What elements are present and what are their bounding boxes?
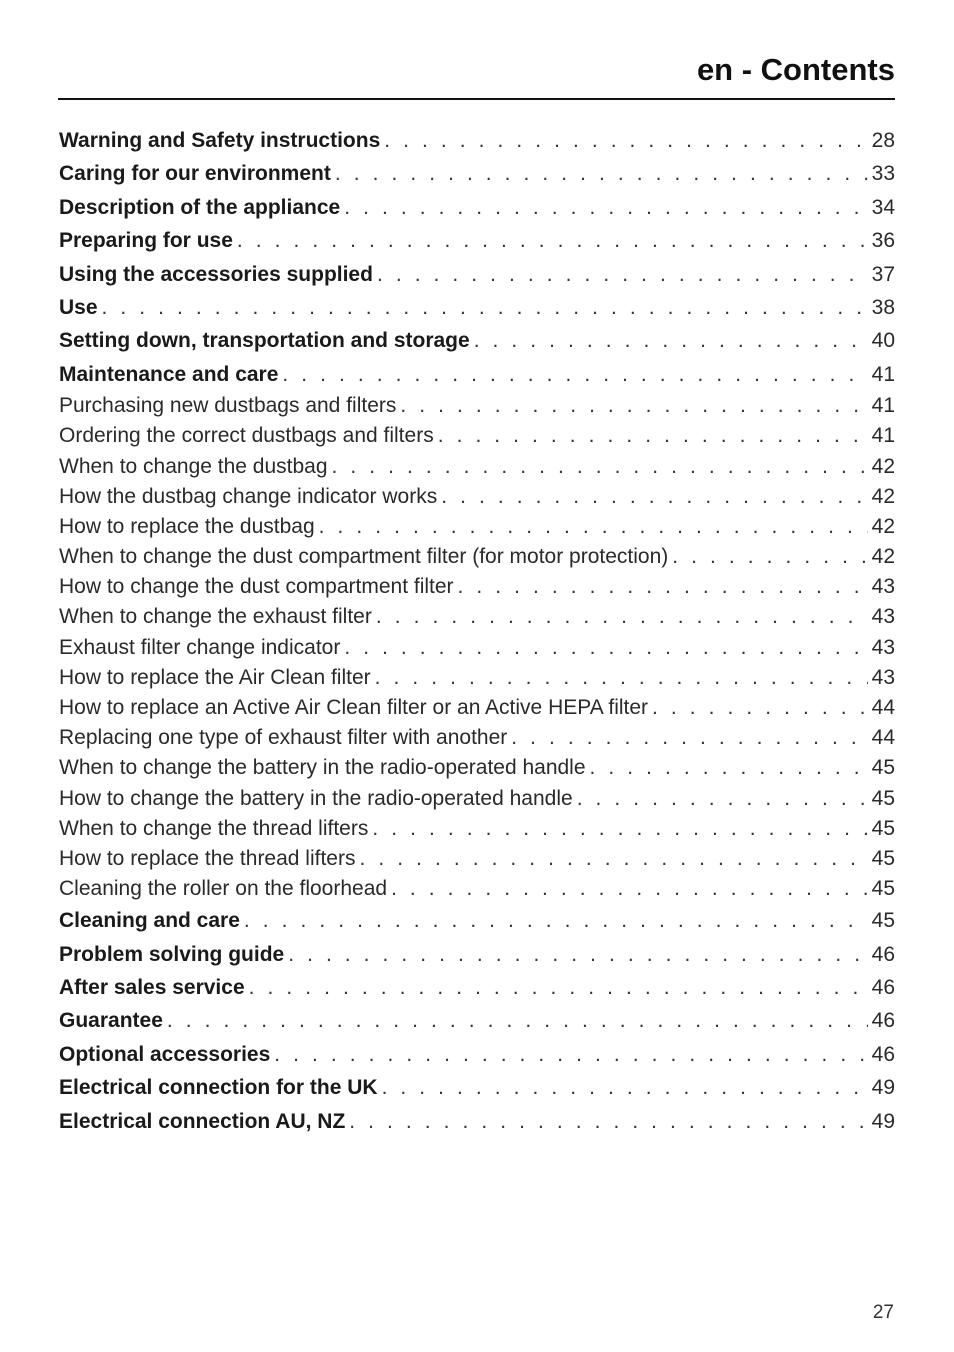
toc-page-number: 38	[871, 295, 895, 319]
toc-page-number: 45	[871, 877, 895, 901]
toc-entry[interactable]	[59, 814, 895, 844]
toc-dot-leader	[672, 542, 867, 572]
toc-page-number: 49	[871, 1109, 895, 1133]
toc-entry-title: How the dustbag change indicator works	[59, 484, 438, 508]
toc-page-number: 45	[871, 816, 895, 840]
toc-page-number: 42	[871, 514, 895, 538]
toc-page-number: 44	[871, 726, 895, 750]
toc-entry-title: Description of the appliance	[59, 195, 341, 219]
toc-entry[interactable]	[59, 1004, 895, 1037]
toc-dot-leader	[474, 324, 868, 357]
toc-page-number: 45	[871, 756, 895, 780]
toc-page-number: 43	[871, 635, 895, 659]
toc-dot-leader	[375, 663, 868, 693]
toc-entry-title: How to change the dust compartment filter	[59, 575, 454, 599]
toc-dot-leader	[377, 258, 868, 291]
toc-dot-leader	[441, 482, 867, 512]
toc-page-number: 49	[871, 1076, 895, 1100]
toc-entry-title: Exhaust filter change indicator	[59, 635, 341, 659]
toc-entry[interactable]	[59, 1038, 895, 1071]
toc-entry-title: Electrical connection for the UK	[59, 1076, 378, 1100]
toc-entry-title: How to replace the thread lifters	[59, 846, 356, 870]
toc-dot-leader	[102, 291, 868, 324]
toc-dot-leader	[458, 572, 868, 602]
toc-entry-title: Warning and Safety instructions	[59, 129, 381, 152]
toc-entry-title: When to change the exhaust filter	[59, 605, 372, 629]
toc-page-number: 46	[871, 1042, 895, 1066]
toc-page-number: 45	[871, 909, 895, 933]
toc-entry-title: Ordering the correct dustbags and filters	[59, 424, 434, 448]
page-title: en - Contents	[696, 52, 895, 87]
toc-entry[interactable]	[59, 157, 895, 190]
toc-entry[interactable]	[59, 421, 895, 451]
toc-entry-title: Optional accessories	[59, 1042, 271, 1066]
toc-page-number: 34	[871, 195, 895, 219]
toc-entry[interactable]	[59, 1071, 895, 1104]
toc-dot-leader	[344, 633, 867, 663]
toc-page-number: 42	[871, 454, 895, 478]
toc-entry[interactable]	[59, 224, 895, 257]
toc-entry-title: When to change the dustbag	[59, 454, 328, 478]
toc-entry-title: When to change the battery in the radio-operated handle	[59, 756, 586, 780]
toc-entry-title: Purchasing new dustbags and filters	[59, 394, 397, 418]
toc-entry[interactable]	[59, 938, 895, 971]
toc-page-number: 41	[871, 394, 895, 418]
toc-page-number: 45	[871, 786, 895, 810]
toc-entry[interactable]	[59, 391, 895, 421]
toc-dot-leader	[511, 723, 867, 753]
toc-dot-leader	[376, 602, 868, 632]
toc-dot-leader	[652, 693, 868, 723]
toc-entry-title: When to change the dust compartment filter (for motor protection)	[59, 545, 669, 569]
toc-entry[interactable]	[59, 602, 895, 632]
toc-entry-title: How to replace an Active Air Clean filter or an Active HEPA filter	[59, 696, 649, 719]
toc-entry[interactable]	[59, 904, 895, 937]
toc-entry-title: Cleaning the roller on the floorhead	[59, 877, 388, 901]
toc-page-number: 42	[871, 545, 895, 569]
toc-entry[interactable]	[59, 663, 895, 693]
toc-entry[interactable]	[59, 753, 895, 783]
toc-entry[interactable]	[59, 633, 895, 663]
toc-entry[interactable]	[59, 124, 895, 157]
toc-entry-title: Using the accessories supplied	[59, 262, 373, 286]
toc-page-number: 43	[871, 605, 895, 629]
toc-dot-leader	[274, 1038, 867, 1071]
toc-dot-leader	[384, 124, 867, 157]
toc-dot-leader	[335, 157, 868, 190]
toc-page-number: 44	[871, 696, 895, 719]
toc-entry-title: Caring for our environment	[59, 162, 331, 186]
toc-entry[interactable]	[59, 324, 895, 357]
toc-entry-title: How to replace the dustbag	[59, 514, 315, 538]
toc-entry-title: Preparing for use	[59, 229, 233, 253]
toc-page-number: 46	[871, 1009, 895, 1033]
toc-entry-title: After sales service	[59, 976, 245, 1000]
toc-page-number: 33	[871, 162, 895, 186]
toc-entry-title: When to change the thread lifters	[59, 816, 369, 840]
toc-entry-title: Replacing one type of exhaust filter with another	[59, 726, 508, 750]
toc-entry[interactable]	[59, 693, 895, 723]
title-divider	[58, 98, 895, 100]
toc-entry[interactable]	[59, 358, 895, 391]
toc-page-number: 40	[871, 329, 895, 353]
toc-dot-leader	[577, 784, 868, 814]
toc-dot-leader	[359, 844, 867, 874]
table-of-contents	[59, 124, 895, 1138]
toc-dot-leader	[237, 224, 868, 257]
toc-dot-leader	[332, 452, 868, 482]
toc-dot-leader	[344, 191, 867, 224]
toc-dot-leader	[372, 814, 867, 844]
toc-dot-leader	[244, 904, 868, 937]
toc-page-number: 42	[871, 484, 895, 508]
toc-entry[interactable]	[59, 191, 895, 224]
toc-dot-leader	[167, 1004, 868, 1037]
toc-entry-title: Problem solving guide	[59, 942, 285, 966]
toc-dot-leader	[382, 1071, 868, 1104]
toc-page-number: 37	[871, 262, 895, 286]
toc-entry-title: Guarantee	[59, 1009, 163, 1033]
toc-entry[interactable]	[59, 291, 895, 324]
toc-entry[interactable]	[59, 572, 895, 602]
toc-dot-leader	[319, 512, 868, 542]
toc-entry-title: Maintenance and care	[59, 362, 279, 386]
page-number: 27	[872, 1302, 894, 1323]
toc-entry[interactable]	[59, 971, 895, 1004]
toc-dot-leader	[249, 971, 868, 1004]
toc-entry-title: How to replace the Air Clean filter	[59, 665, 371, 689]
toc-dot-leader	[349, 1105, 867, 1138]
toc-entry[interactable]	[59, 452, 895, 482]
toc-dot-leader	[391, 874, 868, 904]
toc-dot-leader	[400, 391, 867, 421]
toc-dot-leader	[288, 938, 867, 971]
toc-entry-title: Use	[59, 295, 98, 319]
toc-page-number: 28	[871, 129, 895, 152]
toc-dot-leader	[590, 753, 868, 783]
toc-page-number: 43	[871, 665, 895, 689]
toc-dot-leader	[438, 421, 868, 451]
toc-page-number: 45	[871, 846, 895, 870]
toc-entry[interactable]	[59, 784, 895, 814]
toc-page-number: 46	[871, 942, 895, 966]
toc-entry[interactable]	[59, 1105, 895, 1138]
toc-entry[interactable]	[59, 844, 895, 874]
toc-entry[interactable]	[59, 723, 895, 753]
toc-entry[interactable]	[59, 482, 895, 512]
toc-entry-title: Setting down, transportation and storage	[59, 329, 470, 353]
toc-entry-title: How to change the battery in the radio-operated handle	[59, 786, 573, 810]
toc-page-number: 41	[871, 424, 895, 448]
toc-dot-leader	[282, 358, 867, 391]
toc-entry[interactable]	[59, 542, 895, 572]
toc-page-number: 43	[871, 575, 895, 599]
toc-entry[interactable]	[59, 258, 895, 291]
toc-page-number: 41	[871, 362, 895, 386]
toc-entry[interactable]	[59, 512, 895, 542]
toc-entry-title: Electrical connection AU, NZ	[59, 1109, 346, 1133]
toc-page-number: 46	[871, 976, 895, 1000]
toc-entry-title: Cleaning and care	[59, 909, 240, 933]
toc-entry[interactable]	[59, 874, 895, 904]
toc-page-number: 36	[871, 229, 895, 253]
